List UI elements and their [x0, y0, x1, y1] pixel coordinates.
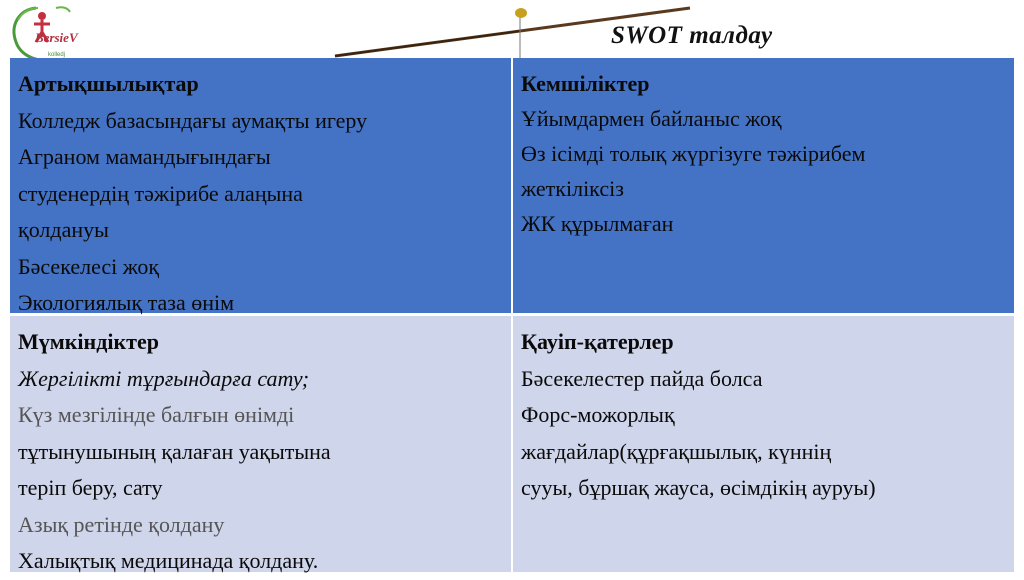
opportunities-line: теріп беру, сату — [18, 475, 163, 500]
opportunities-line: Жергілікті тұрғындарға сату; — [18, 365, 310, 391]
threats-line: Бәсекелестер пайда болса — [521, 365, 763, 391]
weaknesses-line: Өз ісімді толық жүргізуге тәжірибем — [521, 141, 866, 166]
opportunities-line: Күз мезгілінде балғын өнімді — [18, 402, 295, 427]
opportunities-line: Халықтық медицинада қолдану. — [18, 548, 319, 573]
weaknesses-line: ЖК құрылмаған — [521, 211, 674, 236]
strengths-line: Экологиялық таза өнім — [18, 290, 235, 315]
logo-text: BersieV — [35, 30, 78, 45]
threats-heading: Қауіп-қатерлер — [521, 329, 674, 354]
opportunities-line: тұтынушының қалаған уақытына — [18, 438, 331, 464]
threats-line: Форс-можорлық — [521, 402, 675, 427]
weaknesses-line: Ұйымдармен байланыс жоқ — [521, 106, 782, 131]
page-title: SWOT талдау — [611, 22, 773, 49]
threats-line: сууы, бұршақ жауса, өсімдікің ауруы) — [521, 475, 876, 500]
strengths-line: студенердің тәжірибе алаңына — [18, 180, 303, 206]
strengths-heading: Артықшылықтар — [18, 71, 199, 96]
strengths-line: қолдануы — [18, 217, 109, 242]
weaknesses-heading: Кемшіліктер — [521, 71, 650, 96]
swot-table — [10, 58, 1014, 572]
strengths-line: Колледж базасындағы аумақты игеру — [18, 107, 368, 133]
strengths-line: Аграном мамандығындағы — [18, 144, 271, 169]
opportunities-heading: Мүмкіндіктер — [18, 329, 159, 354]
threats-cell — [513, 316, 1014, 572]
strengths-cell — [10, 58, 513, 316]
opportunities-cell — [10, 316, 513, 572]
strengths-line: Бәсекелесі жоқ — [18, 253, 160, 279]
threats-line: жағдайлар(құрғақшылық, күннің — [521, 438, 832, 464]
college-logo — [6, 2, 84, 66]
weaknesses-line: жеткіліксіз — [521, 176, 624, 201]
logo-subtext: kolledj — [48, 52, 66, 58]
weaknesses-cell — [513, 58, 1014, 316]
opportunities-line: Азық ретінде қолдану — [18, 511, 225, 537]
